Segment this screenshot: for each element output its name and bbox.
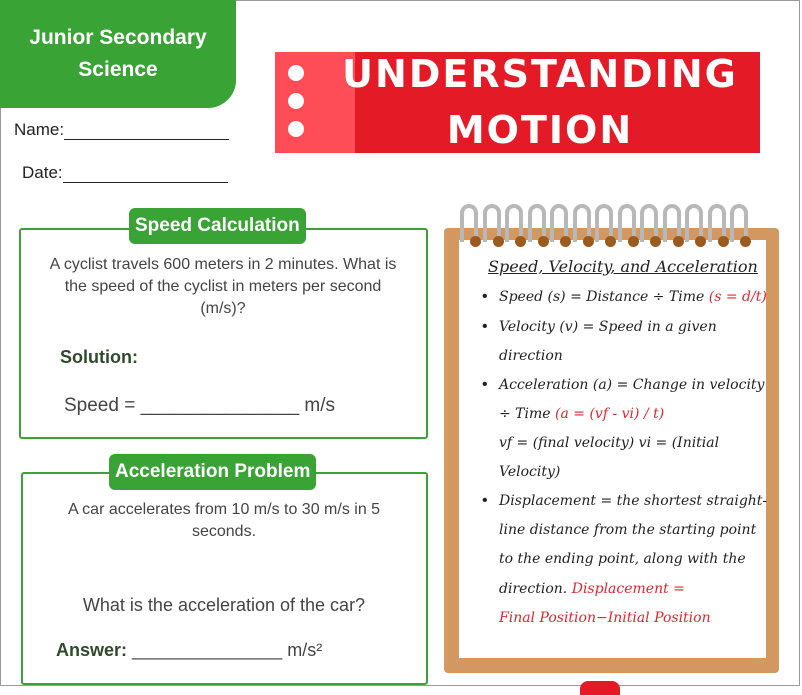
header-line2: Science	[78, 58, 158, 81]
note-disp-red1: Displacement =	[571, 581, 685, 597]
note-accel-l4: Velocity)	[499, 464, 561, 480]
punch-hole	[605, 236, 616, 247]
note-disp-l1: Displacement = the shortest straight-	[499, 493, 768, 509]
punch-hole	[515, 236, 526, 247]
speed-question-l2: the speed of the cyclist in meters per second	[64, 278, 382, 295]
bullet-acceleration: •	[482, 376, 488, 393]
punch-hole	[673, 236, 684, 247]
bullet-displacement: •	[482, 492, 488, 509]
note-accel-l3: vf = (final velocity) vi = (Initial	[499, 435, 720, 451]
answer-label: Answer:	[56, 640, 128, 660]
decor-shape	[580, 681, 620, 695]
accel-question2: What is the acceleration of the car?	[82, 595, 366, 615]
punch-hole	[493, 236, 504, 247]
note-accel-formula: (a = (vf - vi) / t)	[555, 406, 665, 422]
date-label: Date:	[22, 163, 63, 182]
accel-answer-line[interactable]	[56, 640, 322, 661]
title-line1: UNDERSTANDING	[342, 52, 738, 96]
speed-answer-line[interactable]	[64, 395, 335, 417]
punch-hole	[583, 236, 594, 247]
punch-hole	[695, 236, 706, 247]
note-disp-direction: direction.	[499, 581, 568, 597]
header-badge	[0, 0, 236, 108]
note-speed-text: Speed (s) = Distance ÷ Time	[499, 289, 705, 305]
punch-hole	[740, 236, 751, 247]
note-disp-l4	[499, 581, 685, 597]
accel-card-tag: Acceleration Problem	[109, 454, 316, 490]
name-field[interactable]	[14, 120, 229, 140]
notepad-heading: Speed, Velocity, and Acceleration	[488, 257, 758, 276]
solution-label: Solution:	[60, 347, 138, 367]
speed-blank[interactable]: _______________	[140, 395, 300, 416]
speed-question-l3: (m/s)?	[200, 300, 246, 317]
bullet-speed: •	[482, 288, 488, 305]
accel-unit: m/s²	[287, 640, 323, 660]
note-velocity-l2: direction	[499, 348, 563, 364]
note-disp-l3: to the ending point, along with the	[499, 551, 746, 567]
note-disp-red2: Final Position−Initial Position	[499, 610, 711, 626]
name-label: Name:	[14, 120, 65, 139]
punch-hole	[538, 236, 549, 247]
accel-question-l2: seconds.	[191, 523, 257, 540]
punch-hole	[470, 236, 481, 247]
punch-hole	[628, 236, 639, 247]
note-accel-l2	[499, 406, 664, 422]
speed-card-tag: Speed Calculation	[129, 208, 306, 244]
speed-question-l1: A cyclist travels 600 meters in 2 minutes. What is	[49, 256, 397, 273]
bullet-dot	[288, 121, 304, 137]
accel-blank[interactable]: _______________	[132, 640, 283, 660]
note-velocity-l1: Velocity (v) = Speed in a given	[499, 319, 717, 335]
speed-unit: m/s	[304, 395, 336, 416]
bullet-dot	[288, 65, 304, 81]
note-speed-formula: (s = d/t)	[708, 289, 767, 305]
name-line[interactable]	[64, 139, 229, 140]
punch-hole	[718, 236, 729, 247]
note-accel-time: ÷ Time	[499, 406, 551, 422]
note-disp-l2: line distance from the starting point	[499, 522, 757, 538]
bullet-dot	[288, 93, 304, 109]
speed-prefix: Speed =	[64, 395, 136, 416]
date-field[interactable]	[22, 163, 228, 183]
bullet-velocity: •	[482, 318, 488, 335]
header-line1: Junior Secondary	[29, 26, 207, 49]
punch-hole	[650, 236, 661, 247]
note-accel-l1: Acceleration (a) = Change in velocity	[499, 377, 765, 393]
punch-hole	[560, 236, 571, 247]
date-line[interactable]	[63, 182, 228, 183]
note-speed	[499, 289, 767, 305]
accel-question-l1: A car accelerates from 10 m/s to 30 m/s in 5	[67, 501, 381, 518]
title-line2: MOTION	[446, 108, 634, 152]
